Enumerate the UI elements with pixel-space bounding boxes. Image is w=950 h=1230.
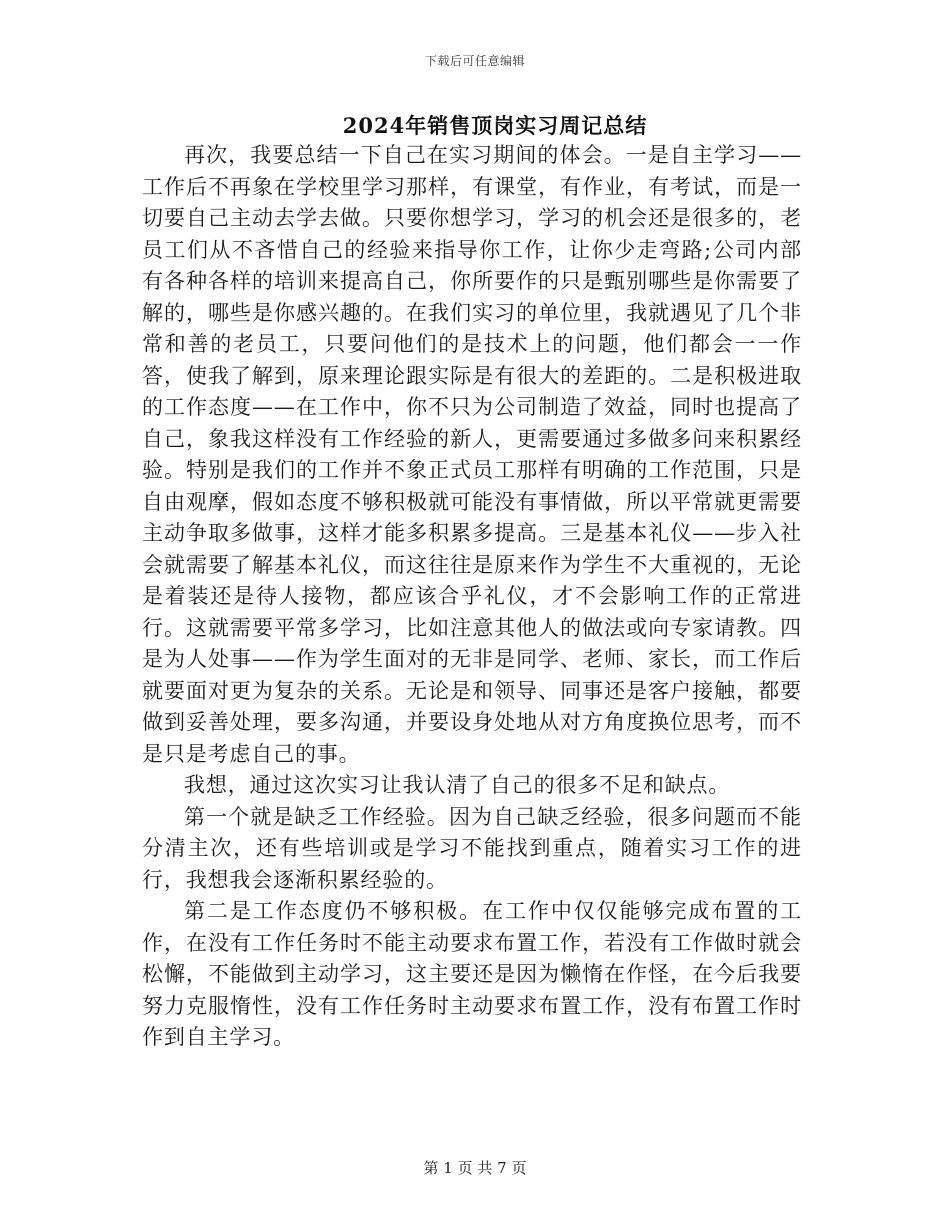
page-header: 下载后可任意编辑: [424, 54, 525, 68]
page-footer: 第 1 页 共 7 页: [423, 1159, 527, 1177]
document-title: 2024年销售顶岗实习周记总结: [342, 113, 648, 138]
document-body: [142, 140, 802, 1054]
paragraph-3: 第一个就是缺乏工作经验。因为自己缺乏经验，很多问题而不能分清主次，还有些培训或是学习不能找到重点，随着实习工作的进行，我想我会逐渐积累经验的。: [142, 804, 802, 892]
paragraph-2: 我想，通过这次实习让我认清了自己的很多不足和缺点。: [184, 773, 731, 797]
paragraph-4: 第二是工作态度仍不够积极。在工作中仅仅能够完成布置的工作，在没有工作任务时不能主动要求布置工作，若没有工作做时就会松懈，不能做到主动学习，这主要还是因为懒惰在作怪，在今后我要努力克服惰性，没有工作任务时主动要求布置工作，没有布置工作时作到自主学习。: [142, 899, 802, 1049]
paragraph-1: 再次，我要总结一下自己在实习期间的体会。一是自主学习——工作后不再象在学校里学习那样，有课堂，有作业，有考试，而是一切要自己主动去学去做。只要你想学习，学习的机会还是很多的，老员工们从不吝惜自己的经验来指导你工作，让你少走弯路;公司内部有各种各样的培训来提高自己，你所要作的只是甄别哪些是你需要了解的，哪些是你感兴趣的。在我们实习的单位里，我就遇见了几个非常和善的老员工，只要问他们的是技术上的问题，他们都会一一作答，使我了解到，原来理论跟实际是有很大的差距的。二是积极进取的工作态度——在工作中，你不只为公司制造了效益，同时也提高了自己，象我这样没有工作经验的新人，更需要通过多做多问来积累经验。特别是我们的工作并不象正式员工那样有明确的工作范围，只是自由观摩，假如态度不够积极就可能没有事情做，所以平常就更需要主动争取多做事，这样才能多积累多提高。三是基本礼仪——步入社会就需要了解基本礼仪，而这往往是原来作为学生不大重视的，无论是着装还是待人接物，都应该合乎礼仪，才不会影响工作的正常进行。这就需要平常多学习，比如注意其他人的做法或向专家请教。四是为人处事——作为学生面对的无非是同学、老师、家长，而工作后就要面对更为复杂的关系。无论是和领导、同事还是客户接触，都要做到妥善处理，要多沟通，并要设身处地从对方角度换位思考，而不是只是考虑自己的事。: [142, 143, 802, 766]
